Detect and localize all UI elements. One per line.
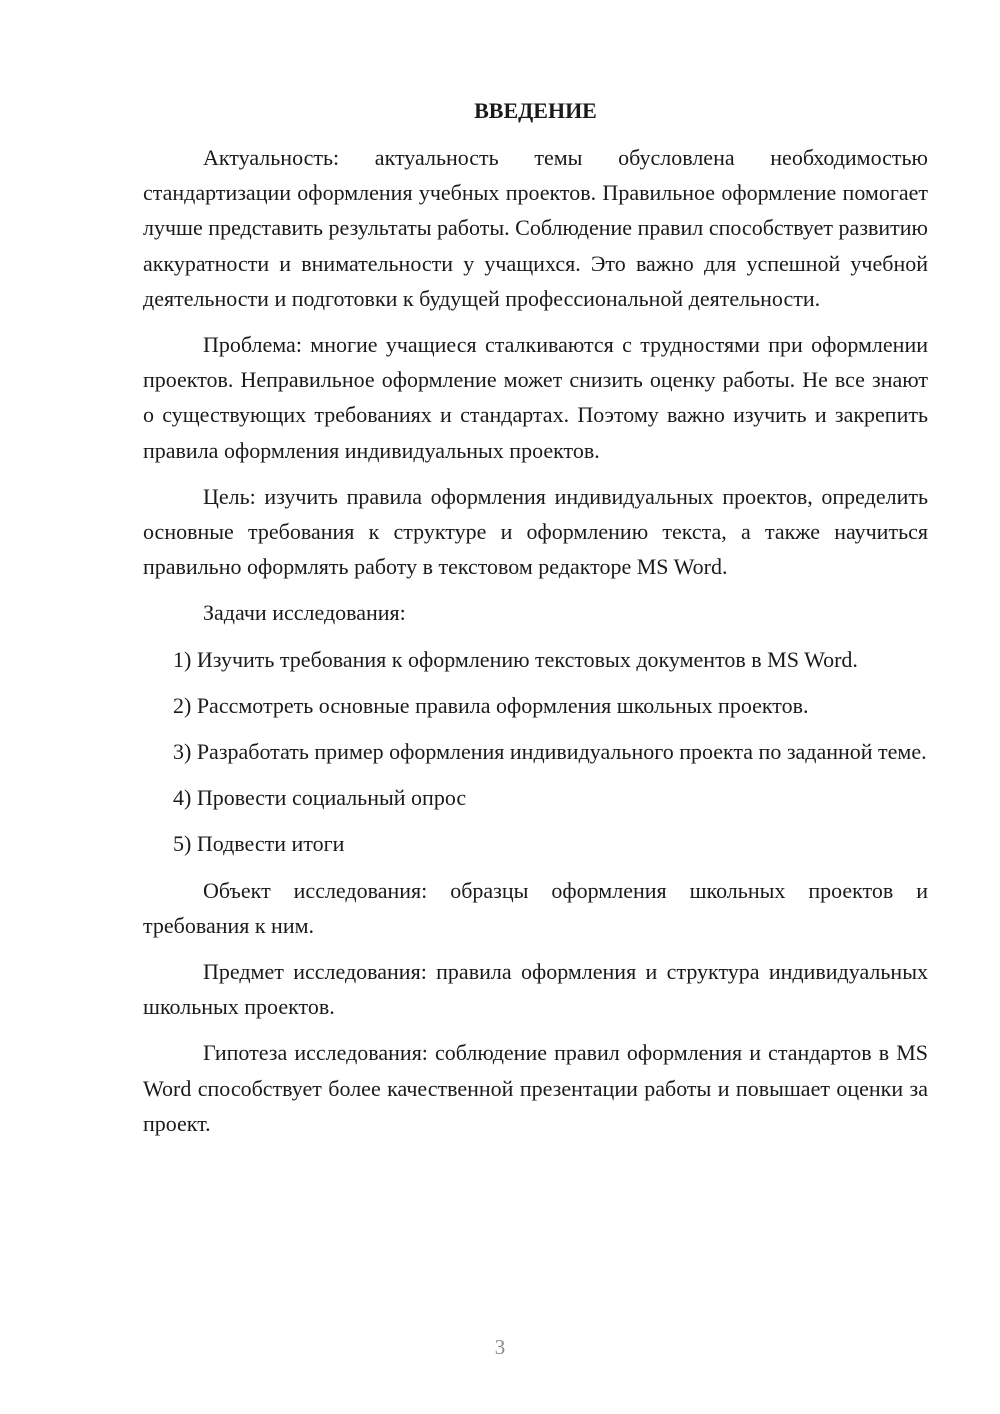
section-title: ВВЕДЕНИЕ [474, 98, 597, 123]
paragraph-goal: Цель: изучить правила оформления индивидуальных проектов, определить основные требования к структуре и оформлению текста, а также научиться правильно оформлять работу в текстовом редакторе MS Word. [143, 483, 928, 580]
page-number: 3 [494, 1335, 506, 1359]
paragraph-problem: Проблема: многие учащиеся сталкиваются с трудностями при оформлении проектов. Неправильное оформление может снизить оценку работы. Не все знают о существующих требованиях и стандартах. Поэтому важно изучить и закрепить правила оформления индивидуальных проектов. [143, 332, 928, 463]
paragraph-subject: Предмет исследования: правила оформления и структура индивидуальных школьных проектов. [143, 959, 928, 1020]
paragraph-object: Объект исследования: образцы оформления школьных проектов и требования к ним. [143, 877, 928, 938]
document-page [143, 93, 928, 1152]
task-item-2: 2) Рассмотреть основные правила оформления школьных проектов. [173, 692, 809, 718]
paragraph-tasks-heading: Задачи исследования: [203, 600, 406, 626]
paragraph-relevance: Актуальность: актуальность темы обусловлена необходимостью стандартизации оформления учебных проектов. Правильное оформление помогает лучше представить результаты работы. Соблюдение правил способствует развитию аккуратности и внимательности у учащихся. Это важно для успешной учебной деятельности и подготовки к будущей профессиональной деятельности. [143, 145, 928, 311]
paragraph-hypothesis: Гипотеза исследования: соблюдение правил оформления и стандартов в MS Word способствует более качественной презентации работы и повышает оценки за проект. [143, 1040, 928, 1136]
task-item-4: 4) Провести социальный опрос [173, 785, 467, 811]
task-item-1: 1) Изучить требования к оформлению текстовых документов в MS Word. [173, 646, 858, 672]
task-item-5: 5) Подвести итоги [173, 831, 345, 857]
task-item-3: 3) Разработать пример оформления индивидуального проекта по заданной теме. [173, 739, 927, 765]
